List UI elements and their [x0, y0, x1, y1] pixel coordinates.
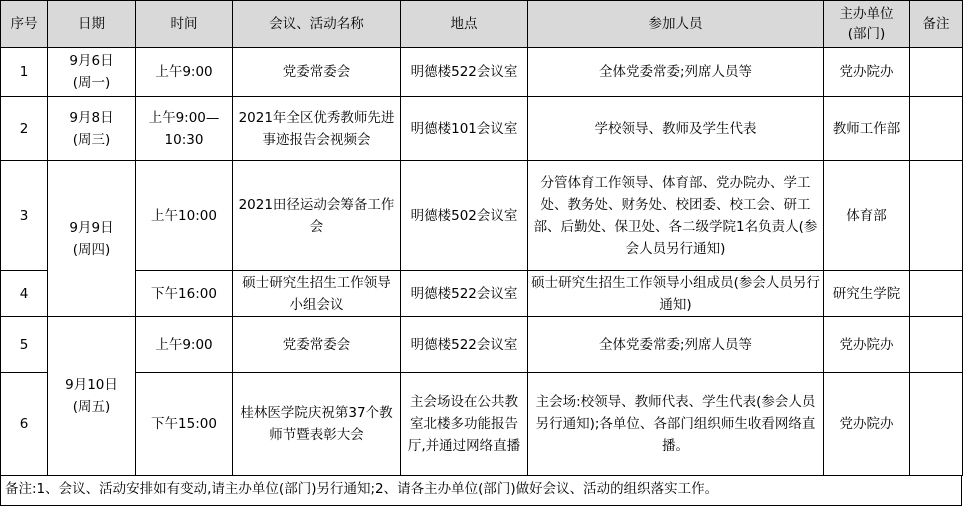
cell-date: [48, 97, 136, 161]
cell-location: 明德楼522会议室: [401, 271, 528, 317]
cell-date: [48, 317, 136, 476]
header-participants: 参加人员: [528, 1, 824, 48]
cell-date-line1: 9月6日: [69, 53, 114, 69]
cell-date-line2: (周四): [72, 241, 111, 258]
cell-time-line2: 10:30: [164, 131, 204, 148]
cell-date-line1: 9月8日: [69, 109, 114, 126]
table-row: [1, 373, 963, 476]
cell-location: 明德楼522会议室: [401, 48, 528, 97]
cell-no: 6: [1, 373, 48, 476]
footnote: 备注:1、会议、活动安排如有变动,请主办单位(部门)另行通知;2、请各主办单位(部门)做好会议、活动的组织落实工作。: [0, 475, 962, 506]
cell-remark: [910, 271, 963, 317]
cell-no: 3: [1, 161, 48, 271]
cell-no: 1: [1, 48, 48, 97]
cell-participants: 主会场:校领导、教师代表、学生代表(参会人员另行通知);各单位、各部门组织师生收看网络直播。: [528, 373, 824, 476]
header-location: 地点: [401, 1, 528, 48]
cell-date: [48, 48, 136, 97]
header-organizer: [824, 1, 910, 48]
cell-date-line1: 9月10日: [65, 377, 118, 393]
cell-participants: 分管体育工作领导、体育部、党办院办、学工处、教务处、财务处、校团委、校工会、研工部、后勤处、保卫处、各二级学院1名负责人(参会人员另行通知): [528, 161, 824, 271]
cell-participants: 全体党委常委;列席人员等: [528, 48, 824, 97]
cell-date-line2: (周一): [72, 75, 111, 91]
cell-name: 党委常委会: [233, 48, 401, 97]
cell-remark: [910, 161, 963, 271]
cell-time: 下午15:00: [136, 373, 233, 476]
cell-organizer: 党办院办: [824, 373, 910, 476]
table-row: [1, 271, 963, 317]
cell-participants: 全体党委常委;列席人员等: [528, 317, 824, 373]
cell-no: 2: [1, 97, 48, 161]
cell-time: 上午9:00: [136, 48, 233, 97]
cell-name: 2021年全区优秀教师先进事迹报告会视频会: [233, 97, 401, 161]
cell-time: 下午16:00: [136, 271, 233, 317]
cell-location: 明德楼101会议室: [401, 97, 528, 161]
table-row: [1, 161, 963, 271]
cell-remark: [910, 317, 963, 373]
cell-date-line2: (周五): [72, 399, 111, 415]
cell-remark: [910, 97, 963, 161]
table-row: [1, 317, 963, 373]
table-header-row: [1, 1, 963, 48]
cell-no: 4: [1, 271, 48, 317]
cell-date-line1: 9月9日: [69, 219, 114, 236]
cell-name: 2021田径运动会筹备工作会: [233, 161, 401, 271]
cell-organizer: 教师工作部: [824, 97, 910, 161]
cell-remark: [910, 48, 963, 97]
header-remark: 备注: [910, 1, 963, 48]
cell-organizer: 体育部: [824, 161, 910, 271]
cell-location: 主会场设在公共教室北楼多功能报告厅,并通过网络直播: [401, 373, 528, 476]
cell-time: 上午10:00: [136, 161, 233, 271]
cell-no: 5: [1, 317, 48, 373]
cell-date: [48, 161, 136, 317]
cell-location: 明德楼522会议室: [401, 317, 528, 373]
cell-date-line2: (周三): [72, 131, 111, 148]
header-organizer-line2: (部门): [847, 26, 886, 42]
cell-organizer: 党办院办: [824, 317, 910, 373]
table-row: [1, 97, 963, 161]
cell-organizer: 研究生学院: [824, 271, 910, 317]
cell-name: 硕士研究生招生工作领导小组会议: [233, 271, 401, 317]
cell-time: [136, 97, 233, 161]
cell-organizer: 党办院办: [824, 48, 910, 97]
cell-location: 明德楼502会议室: [401, 161, 528, 271]
header-date: 日期: [48, 1, 136, 48]
table-row: [1, 48, 963, 97]
header-time: 时间: [136, 1, 233, 48]
cell-name: 桂林医学院庆祝第37个教师节暨表彰大会: [233, 373, 401, 476]
header-name: 会议、活动名称: [233, 1, 401, 48]
cell-participants: 学校领导、教师及学生代表: [528, 97, 824, 161]
cell-time: 上午9:00: [136, 317, 233, 373]
header-no: 序号: [1, 1, 48, 48]
cell-remark: [910, 373, 963, 476]
cell-name: 党委常委会: [233, 317, 401, 373]
cell-time-line1: 上午9:00—: [148, 109, 220, 126]
cell-participants: 硕士研究生招生工作领导小组成员(参会人员另行通知): [528, 271, 824, 317]
header-organizer-line1: 主办单位: [839, 6, 894, 22]
